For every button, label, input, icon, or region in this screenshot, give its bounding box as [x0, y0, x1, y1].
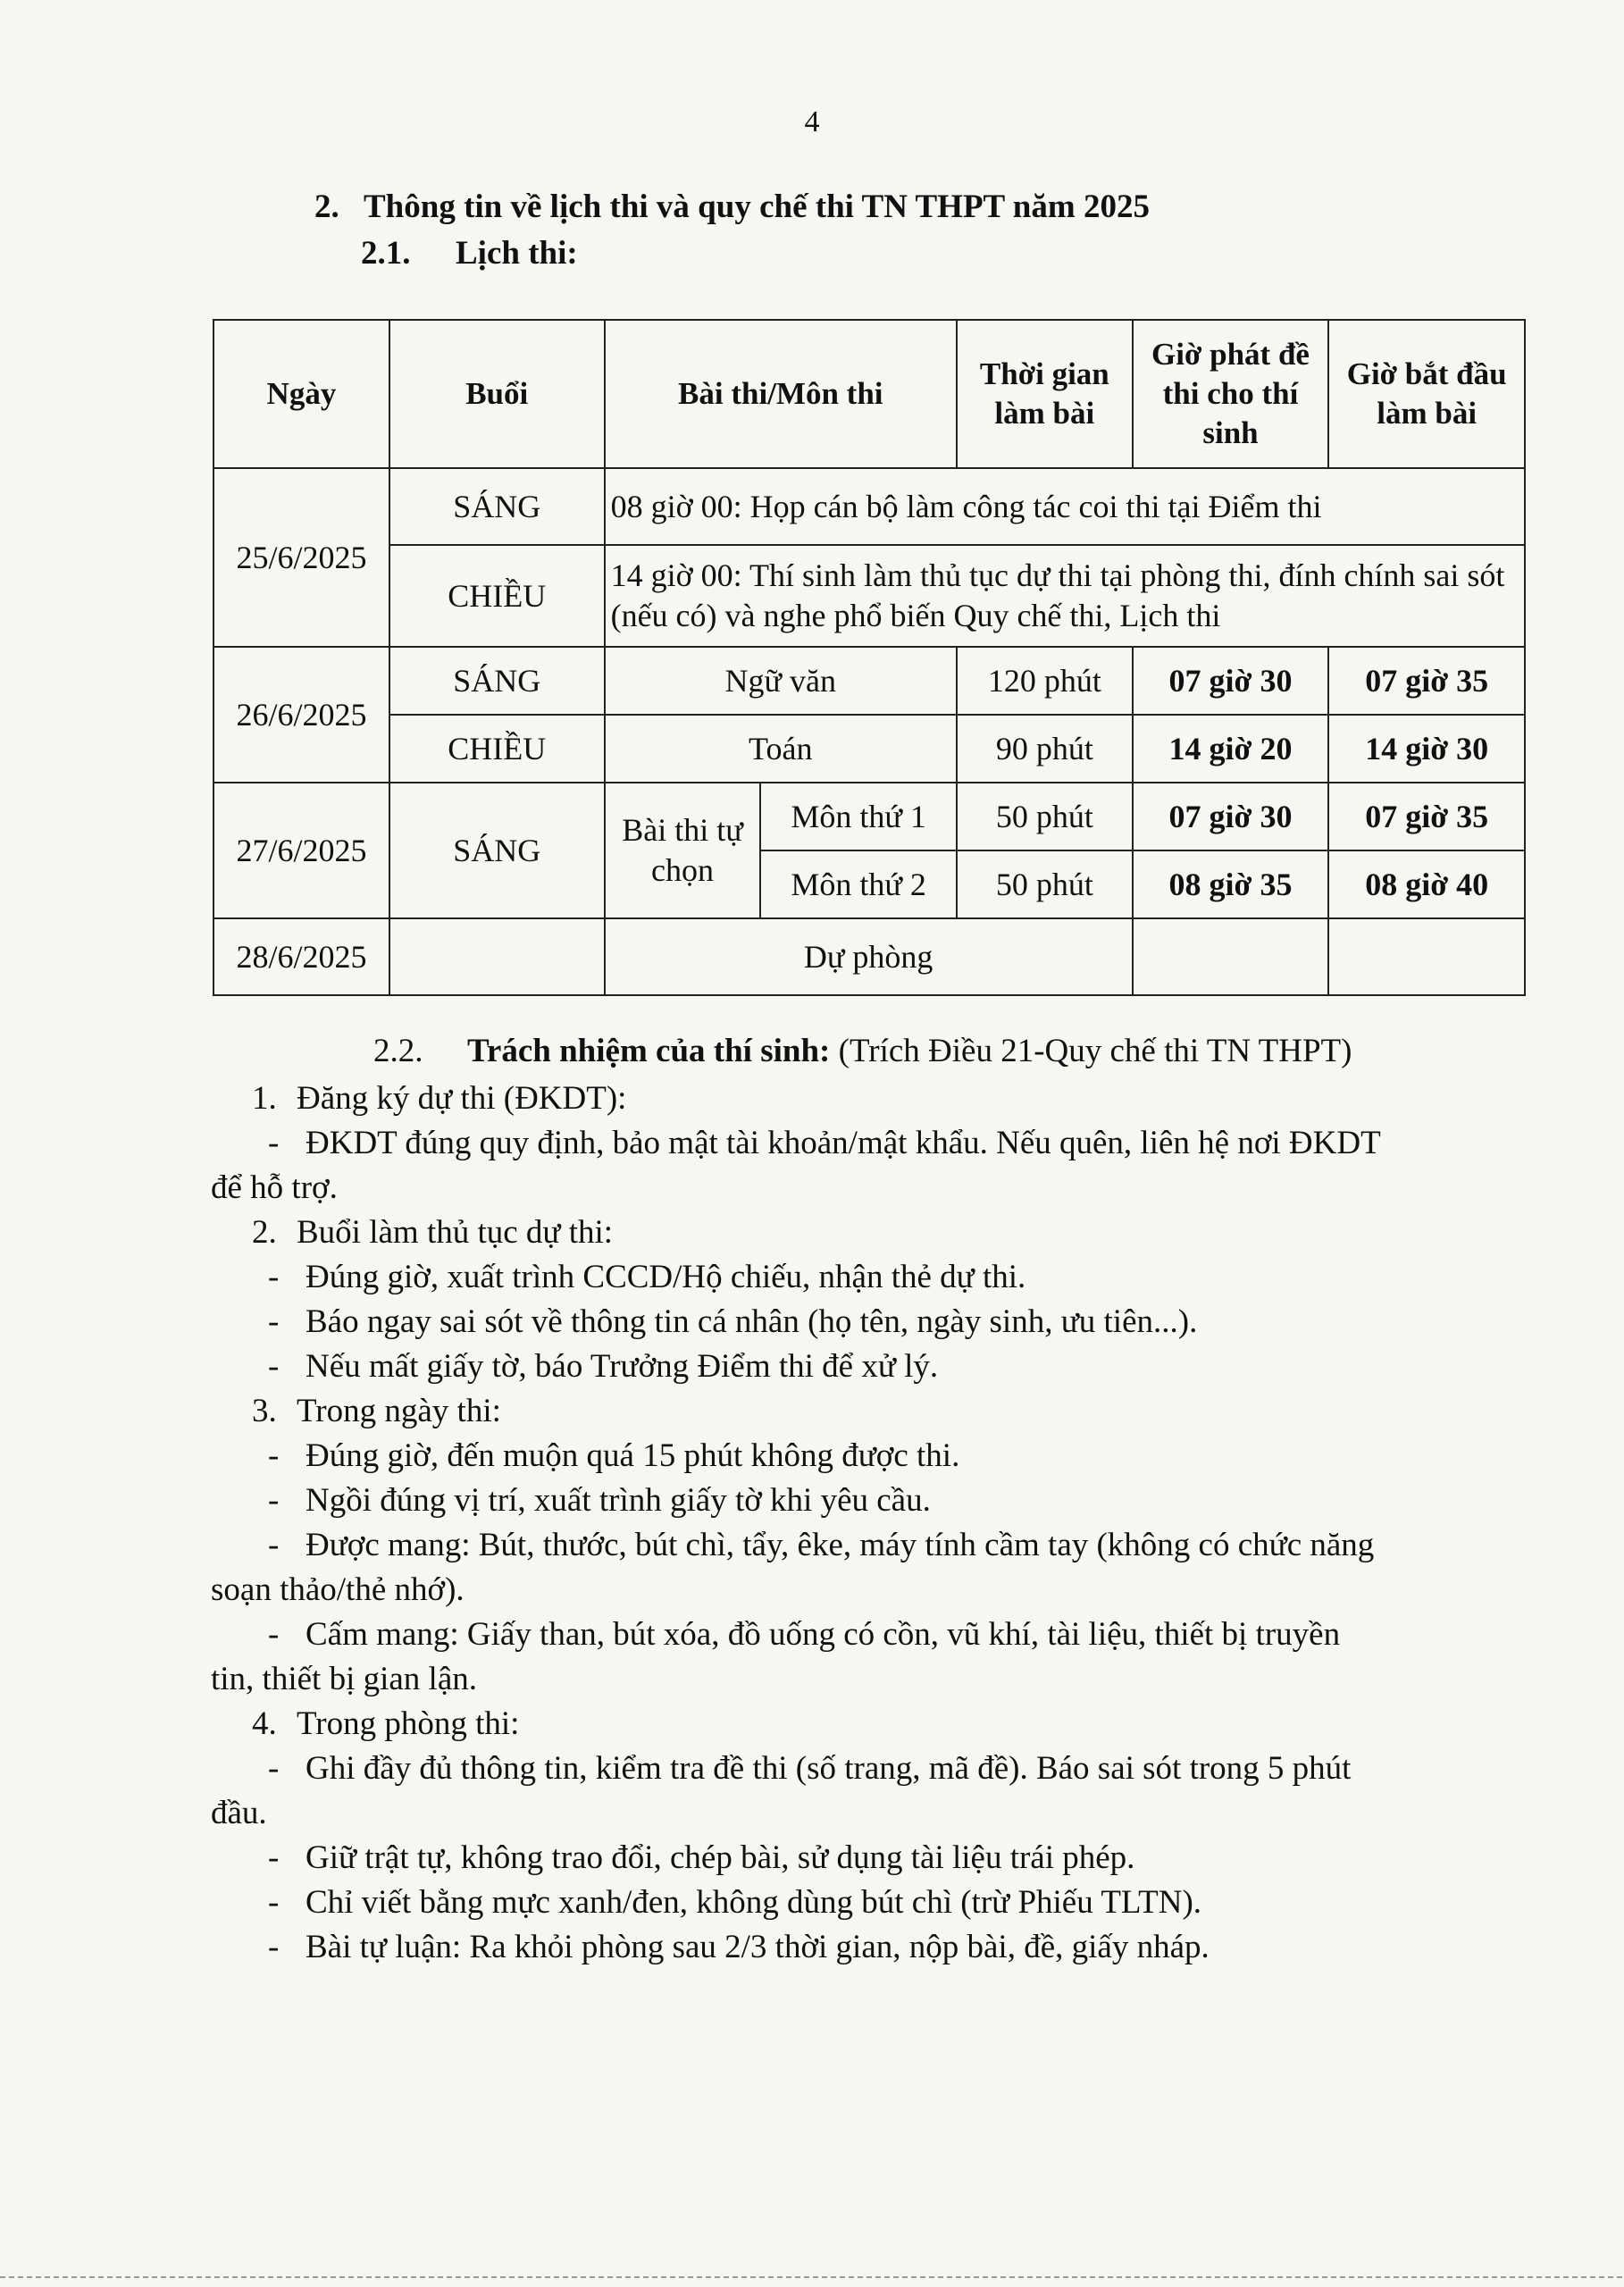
section-2-title: Thông tin về lịch thi và quy chế thi TN THPT năm 2025 — [364, 188, 1150, 225]
handout-time-cell: 14 giờ 20 — [1133, 715, 1329, 783]
item-number: 3. — [252, 1393, 277, 1429]
table-row — [213, 468, 1525, 545]
section-2-1-title: Lịch thi: — [456, 235, 578, 272]
bullet-text: Bài tự luận: Ra khỏi phòng sau 2/3 thời gian, nộp bài, đề, giấy nháp. — [306, 1929, 1210, 1965]
list-item — [211, 1211, 1533, 1255]
header-subject: Bài thi/Môn thi — [605, 320, 957, 468]
section-2-number: 2. — [314, 188, 339, 225]
section-2-2-note: (Trích Điều 21-Quy chế thi TN THPT) — [838, 1033, 1352, 1069]
page-bottom-edge — [0, 2276, 1624, 2278]
bullet-item — [211, 1121, 1533, 1166]
table-header-row — [213, 320, 1525, 468]
table-row — [213, 918, 1525, 995]
bullet-text: ĐKDT đúng quy định, bảo mật tài khoản/mật khẩu. Nếu quên, liên hệ nơi ĐKDT — [306, 1125, 1381, 1161]
bullet-item — [211, 1881, 1533, 1925]
bullet-item — [211, 1345, 1533, 1389]
page-number: 4 — [804, 105, 820, 138]
date-cell: 27/6/2025 — [213, 783, 389, 918]
header-duration: Thời gian làm bài — [957, 320, 1133, 468]
section-2-2-title: Trách nhiệm của thí sinh: — [467, 1033, 831, 1069]
bullet-item — [211, 1434, 1533, 1479]
bullet-mark: - — [268, 1527, 280, 1563]
duration-cell: 90 phút — [957, 715, 1133, 783]
bullet-mark: - — [268, 1750, 280, 1787]
handout-time-cell: 07 giờ 30 — [1133, 783, 1329, 850]
header-session: Buổi — [389, 320, 605, 468]
table-row — [213, 647, 1525, 715]
subject-cell: Dự phòng — [605, 918, 1133, 995]
item-title: Buổi làm thủ tục dự thi: — [297, 1214, 614, 1251]
table-row — [213, 715, 1525, 783]
start-time-cell: 14 giờ 30 — [1328, 715, 1525, 783]
bullet-text: Nếu mất giấy tờ, báo Trưởng Điểm thi để xử lý. — [306, 1348, 939, 1385]
start-time-cell: 07 giờ 35 — [1328, 647, 1525, 715]
responsibility-list — [211, 1076, 1533, 1970]
bullet-mark: - — [268, 1884, 280, 1921]
header-start-time: Giờ bắt đầu làm bài — [1328, 320, 1525, 468]
session-cell: SÁNG — [389, 783, 605, 918]
handout-time-cell: 08 giờ 35 — [1133, 850, 1329, 918]
duration-cell: 50 phút — [957, 783, 1133, 850]
bullet-text: Cấm mang: Giấy than, bút xóa, đồ uống có cồn, vũ khí, tài liệu, thiết bị truyền — [306, 1616, 1341, 1653]
activity-cell: 08 giờ 00: Họp cán bộ làm công tác coi thi tại Điểm thi — [605, 468, 1525, 545]
duration-cell: 50 phút — [957, 850, 1133, 918]
bullet-text: Đúng giờ, xuất trình CCCD/Hộ chiếu, nhận thẻ dự thi. — [306, 1259, 1026, 1295]
bullet-item — [211, 1479, 1533, 1523]
section-2-1-heading — [361, 234, 578, 272]
item-number: 2. — [252, 1214, 277, 1251]
bullet-continuation: tin, thiết bị gian lận. — [211, 1661, 478, 1697]
date-cell: 28/6/2025 — [213, 918, 389, 995]
bullet-text: Ngồi đúng vị trí, xuất trình giấy tờ khi yêu cầu. — [306, 1482, 931, 1519]
bullet-item — [211, 1925, 1533, 1970]
bullet-text: Ghi đầy đủ thông tin, kiểm tra đề thi (số trang, mã đề). Báo sai sót trong 5 phút — [306, 1750, 1352, 1787]
header-handout-time: Giờ phát đề thi cho thí sinh — [1133, 320, 1329, 468]
bullet-mark: - — [268, 1929, 280, 1965]
date-cell: 25/6/2025 — [213, 468, 389, 647]
bullet-mark: - — [268, 1303, 280, 1340]
bullet-item — [211, 1613, 1533, 1657]
bullet-mark: - — [268, 1616, 280, 1653]
session-cell: SÁNG — [389, 647, 605, 715]
bullet-continuation: đầu. — [211, 1795, 267, 1831]
bullet-text: Chỉ viết bằng mực xanh/đen, không dùng bút chì (trừ Phiếu TLTN). — [306, 1884, 1202, 1921]
item-number: 4. — [252, 1705, 277, 1742]
section-2-heading — [314, 188, 1150, 226]
list-item — [211, 1389, 1533, 1434]
bullet-mark: - — [268, 1437, 280, 1474]
handout-time-cell: 07 giờ 30 — [1133, 647, 1329, 715]
bullet-text: Đúng giờ, đến muộn quá 15 phút không được thi. — [306, 1437, 960, 1474]
bullet-mark: - — [268, 1839, 280, 1876]
bullet-text: Giữ trật tự, không trao đổi, chép bài, sử dụng tài liệu trái phép. — [306, 1839, 1135, 1876]
item-title: Trong ngày thi: — [297, 1393, 501, 1429]
bullet-continuation: để hỗ trợ. — [211, 1169, 338, 1206]
bullet-mark: - — [268, 1259, 280, 1295]
exam-schedule-table — [213, 319, 1526, 996]
bullet-item — [211, 1255, 1533, 1300]
bullet-mark: - — [268, 1348, 280, 1385]
session-cell: CHIỀU — [389, 545, 605, 647]
bullet-item — [211, 1836, 1533, 1881]
table-row — [213, 545, 1525, 647]
section-2-1-number: 2.1. — [361, 235, 411, 272]
bullet-mark: - — [268, 1482, 280, 1519]
item-title: Đăng ký dự thi (ĐKDT): — [297, 1080, 627, 1117]
bullet-item — [211, 1747, 1533, 1791]
header-date: Ngày — [213, 320, 389, 468]
bullet-mark: - — [268, 1125, 280, 1161]
subject-cell: Ngữ văn — [605, 647, 957, 715]
section-2-2-heading — [373, 1032, 1352, 1070]
subject-cell: Môn thứ 2 — [760, 850, 957, 918]
session-cell: CHIỀU — [389, 715, 605, 783]
session-cell — [389, 918, 605, 995]
list-item — [211, 1702, 1533, 1747]
bullet-text: Được mang: Bút, thước, bút chì, tẩy, êke, máy tính cầm tay (không có chức năng — [306, 1527, 1375, 1563]
bullet-continuation: soạn thảo/thẻ nhớ). — [211, 1571, 465, 1608]
activity-cell: 14 giờ 00: Thí sinh làm thủ tục dự thi tại phòng thi, đính chính sai sót (nếu có) và nghe phổ biến Quy chế thi, Lịch thi — [605, 545, 1525, 647]
subject-cell: Toán — [605, 715, 957, 783]
item-number: 1. — [252, 1080, 277, 1117]
bullet-item — [211, 1300, 1533, 1345]
start-time-cell: 08 giờ 40 — [1328, 850, 1525, 918]
section-2-2-number: 2.2. — [373, 1033, 423, 1069]
duration-cell: 120 phút — [957, 647, 1133, 715]
bullet-item — [211, 1523, 1533, 1568]
list-item — [211, 1076, 1533, 1121]
start-time-cell: 07 giờ 35 — [1328, 783, 1525, 850]
session-cell: SÁNG — [389, 468, 605, 545]
table-row — [213, 783, 1525, 850]
date-cell: 26/6/2025 — [213, 647, 389, 783]
item-title: Trong phòng thi: — [297, 1705, 520, 1742]
start-time-cell — [1328, 918, 1525, 995]
optional-test-group-cell: Bài thi tự chọn — [605, 783, 761, 918]
subject-cell: Môn thứ 1 — [760, 783, 957, 850]
bullet-text: Báo ngay sai sót về thông tin cá nhân (họ tên, ngày sinh, ưu tiên...). — [306, 1303, 1198, 1340]
handout-time-cell — [1133, 918, 1329, 995]
